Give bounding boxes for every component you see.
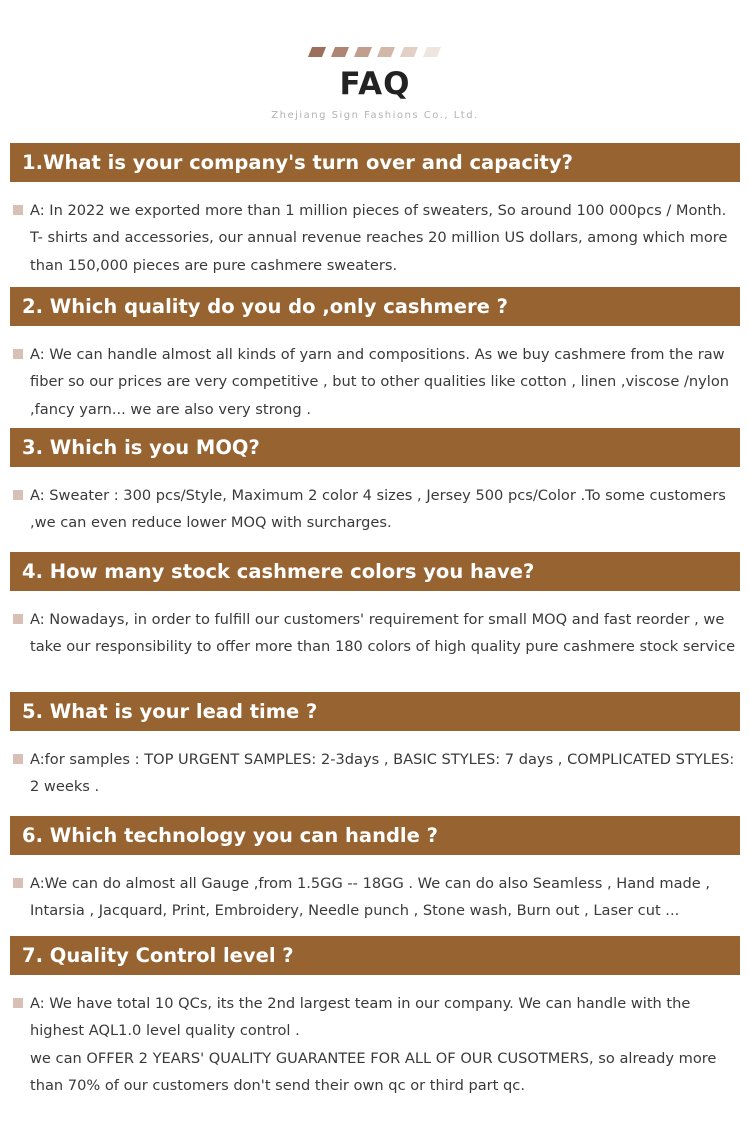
faq-answer-text: A: Nowadays, in order to fulfill our customers' requirement for small MOQ and fast reorder , we take our responsibility to offer more than 180 colors of high quality pure cashmere stock service bbox=[30, 611, 736, 656]
faq-answer-text: A:We can do almost all Gauge ,from 1.5GG -- 18GG . We can do also Seamless , Hand made , Intarsia , Jacquard, Print, Embroidery, Needle punch , Stone wash, Burn out , Laser cut ... bbox=[30, 875, 711, 920]
bullet-square bbox=[13, 349, 23, 359]
faq-answer bbox=[13, 482, 738, 537]
decoration-stripe bbox=[354, 47, 372, 57]
decoration-stripe bbox=[400, 47, 418, 57]
faq-answer bbox=[13, 870, 738, 925]
bullet-square bbox=[13, 205, 23, 215]
faq-answer bbox=[13, 197, 738, 279]
bullet-square bbox=[13, 998, 23, 1008]
company-subtitle: Zhejiang Sign Fashions Co., Ltd. bbox=[271, 110, 479, 121]
faq-answer-text: A: We have total 10 QCs, its the 2nd largest team in our company. We can handle with the highest AQL1.0 level quality control . bbox=[30, 995, 691, 1040]
faq-answer bbox=[13, 746, 738, 801]
decoration-stripe bbox=[331, 47, 349, 57]
faq-question: 4. How many stock cashmere colors you have? bbox=[10, 552, 740, 591]
faq-question: 5. What is your lead time ? bbox=[10, 692, 740, 731]
faq-answer-text: A: In 2022 we exported more than 1 million pieces of sweaters, So around 100 000pcs / Month. T- shirts and accessories, our annual revenue reaches 20 million US dollars, among which more than 150,000 pieces are pure cashmere sweaters. bbox=[30, 202, 728, 274]
decoration-stripe bbox=[377, 47, 395, 57]
decoration-stripe bbox=[308, 47, 326, 57]
faq-question: 2. Which quality do you do ,only cashmere ? bbox=[10, 287, 740, 326]
faq-answer bbox=[13, 990, 738, 1099]
faq-answer-text: A: Sweater : 300 pcs/Style, Maximum 2 color 4 sizes , Jersey 500 pcs/Color .To some customers ,we can even reduce lower MOQ with surcharges. bbox=[30, 487, 726, 532]
bullet-square bbox=[13, 490, 23, 500]
faq-answer bbox=[13, 341, 738, 423]
faq-answer-text: A:for samples : TOP URGENT SAMPLES: 2-3days , BASIC STYLES: 7 days , COMPLICATED STYLES: 2 weeks . bbox=[30, 751, 735, 796]
faq-answer bbox=[13, 606, 738, 661]
faq-question: 6. Which technology you can handle ? bbox=[10, 816, 740, 855]
decoration-stripe bbox=[423, 47, 441, 57]
page-title: FAQ bbox=[339, 66, 411, 102]
faq-answer-text: A: We can handle almost all kinds of yarn and compositions. As we buy cashmere from the raw fiber so our prices are very competitive , but to other qualities like cotton , linen ,viscose /nylon ,fancy yarn... we are also very strong . bbox=[30, 346, 730, 418]
header-decoration bbox=[310, 47, 439, 57]
bullet-square bbox=[13, 878, 23, 888]
faq-question: 3. Which is you MOQ? bbox=[10, 428, 740, 467]
bullet-square bbox=[13, 754, 23, 764]
bullet-square bbox=[13, 614, 23, 624]
faq-question: 7. Quality Control level ? bbox=[10, 936, 740, 975]
faq-answer-text: we can OFFER 2 YEARS' QUALITY GUARANTEE FOR ALL OF OUR CUSOTMERS, so already more than 70% of our customers don't send their own qc or third part qc. bbox=[30, 1049, 717, 1094]
faq-question: 1.What is your company's turn over and capacity? bbox=[10, 143, 740, 182]
